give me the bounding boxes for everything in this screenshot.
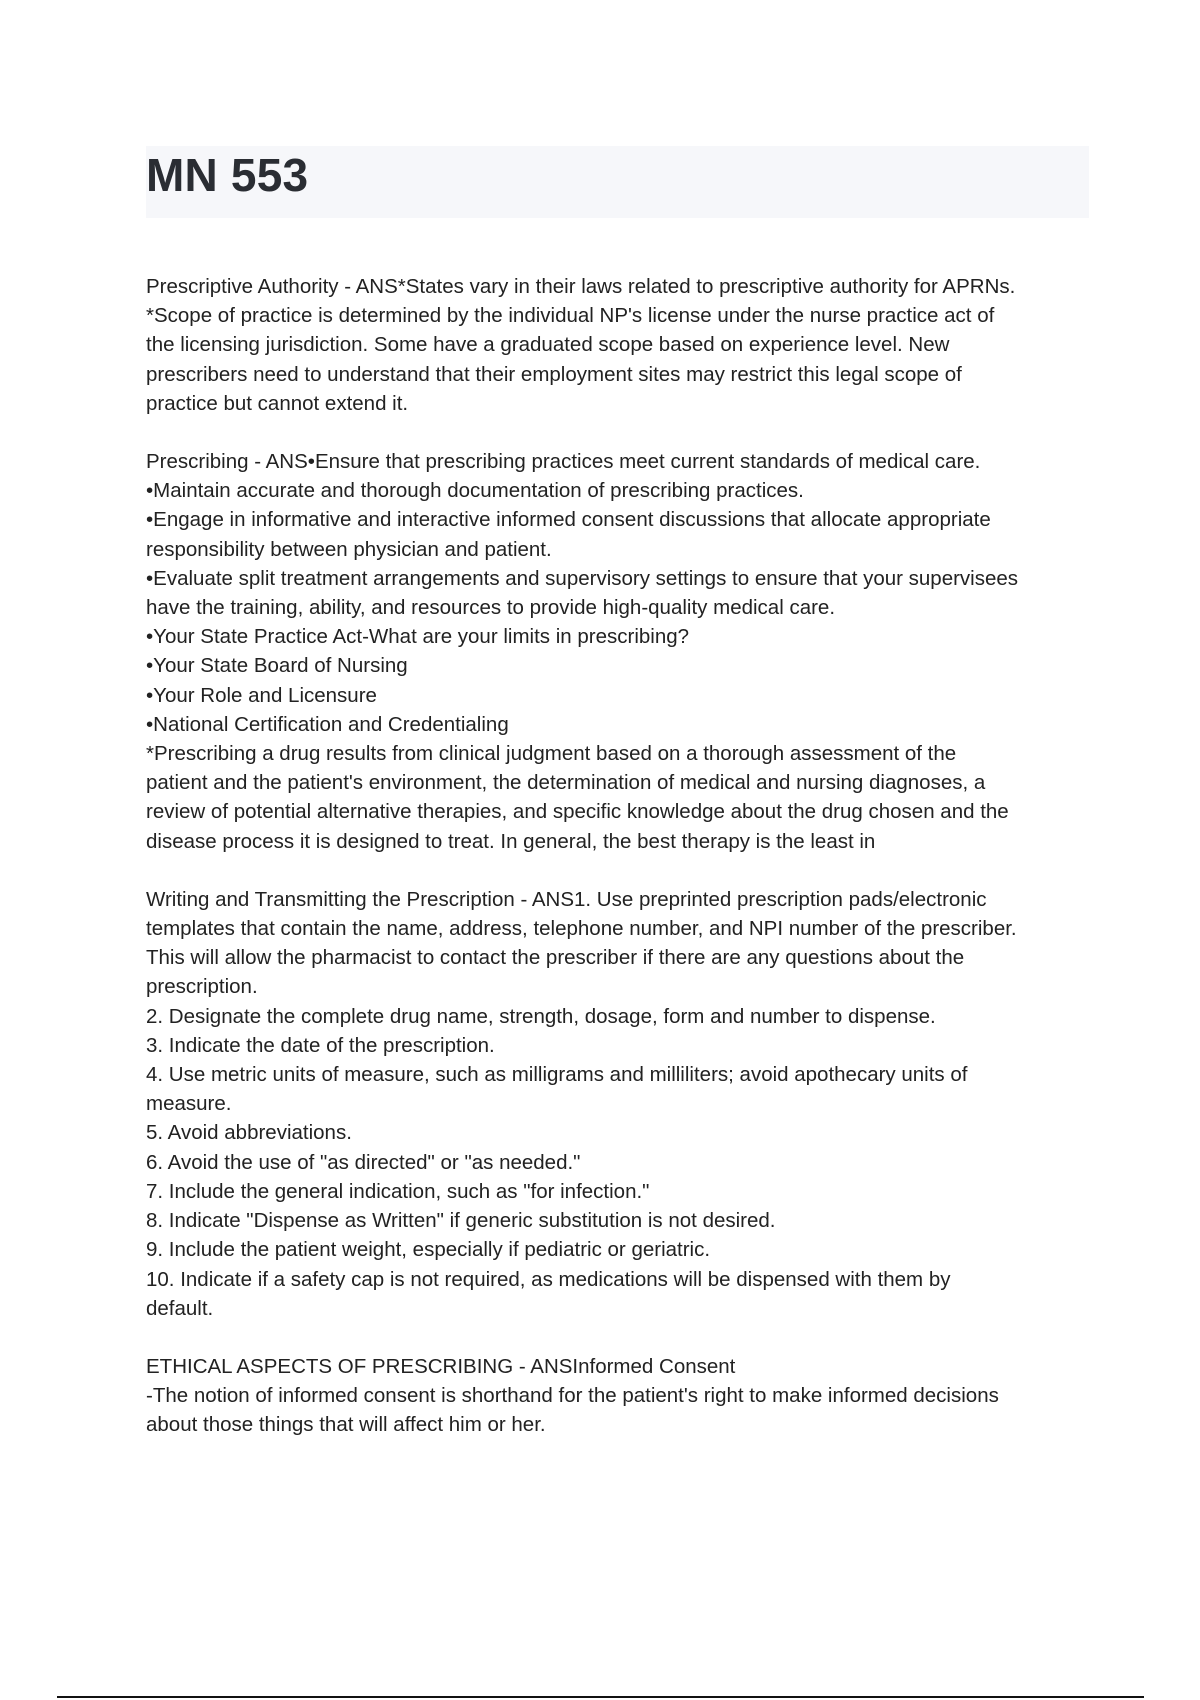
text-line: responsibility between physician and patient. xyxy=(146,537,552,561)
section-prescriptive-authority xyxy=(146,272,1101,418)
text-line: •Your Role and Licensure xyxy=(146,683,377,707)
text-line: 2. Designate the complete drug name, strength, dosage, form and number to dispense. xyxy=(146,1004,936,1028)
text-line: 9. Include the patient weight, especially if pediatric or geriatric. xyxy=(146,1238,711,1262)
text-line: •Your State Practice Act-What are your limits in prescribing? xyxy=(146,625,690,649)
text-line: prescription. xyxy=(146,975,258,999)
text-line: Prescribing - ANS•Ensure that prescribing practices meet current standards of medical care. xyxy=(146,450,981,474)
text-line: *Prescribing a drug results from clinical judgment based on a thorough assessment of the xyxy=(146,742,957,766)
text-line: templates that contain the name, address, telephone number, and NPI number of the prescriber. xyxy=(146,917,1017,941)
text-line: 4. Use metric units of measure, such as milligrams and milliliters; avoid apothecary units of xyxy=(146,1063,968,1087)
text-line: 8. Indicate "Dispense as Written" if generic substitution is not desired. xyxy=(146,1209,776,1233)
text-line: Prescriptive Authority - ANS*States vary in their laws related to prescriptive authority for APRNs. xyxy=(146,275,1016,298)
document-title: MN 553 xyxy=(146,149,309,201)
document-body xyxy=(146,272,1101,1469)
section-ethical-aspects xyxy=(146,1352,1101,1440)
text-line: review of potential alternative therapies, and specific knowledge about the drug chosen and the xyxy=(146,800,1009,824)
text-line: patient and the patient's environment, the determination of medical and nursing diagnoses, a xyxy=(146,771,986,795)
text-line: 6. Avoid the use of "as directed" or "as needed." xyxy=(146,1150,581,1174)
text-line: default. xyxy=(146,1296,214,1320)
footer-divider xyxy=(57,1696,1144,1698)
text-line: •Maintain accurate and thorough documentation of prescribing practices. xyxy=(146,479,804,503)
text-line: •Your State Board of Nursing xyxy=(146,654,408,678)
text-line: disease process it is designed to treat. In general, the best therapy is the least in xyxy=(146,829,876,853)
section-prescribing xyxy=(146,447,1101,856)
text-line: *Scope of practice is determined by the individual NP's license under the nurse practice act of xyxy=(146,304,995,328)
text-line: about those things that will affect him or her. xyxy=(146,1413,546,1437)
text-line: the licensing jurisdiction. Some have a graduated scope based on experience level. New xyxy=(146,333,950,357)
text-line: Writing and Transmitting the Prescription - ANS1. Use preprinted prescription pads/electronic xyxy=(146,887,987,911)
text-line: -The notion of informed consent is shorthand for the patient's right to make informed decisions xyxy=(146,1384,999,1408)
section-writing-and-transmitting xyxy=(146,885,1101,1323)
text-line: measure. xyxy=(146,1092,232,1116)
text-line: prescribers need to understand that their employment sites may restrict this legal scope of xyxy=(146,362,962,386)
text-line: 10. Indicate if a safety cap is not required, as medications will be dispensed with them by xyxy=(146,1267,951,1291)
text-line: This will allow the pharmacist to contact the prescriber if there are any questions about the xyxy=(146,946,965,970)
text-line: have the training, ability, and resources to provide high-quality medical care. xyxy=(146,596,836,620)
text-line: •Evaluate split treatment arrangements and supervisory settings to ensure that your supervisees xyxy=(146,566,1019,590)
text-line: 3. Indicate the date of the prescription. xyxy=(146,1033,495,1057)
text-line: 7. Include the general indication, such as "for infection." xyxy=(146,1179,650,1203)
text-line: 5. Avoid abbreviations. xyxy=(146,1121,352,1145)
text-line: ETHICAL ASPECTS OF PRESCRIBING - ANSInformed Consent xyxy=(146,1354,736,1378)
text-line: •Engage in informative and interactive informed consent discussions that allocate appropriate xyxy=(146,508,991,532)
text-line: practice but cannot extend it. xyxy=(146,391,409,415)
text-line: •National Certification and Credentialing xyxy=(146,712,509,736)
